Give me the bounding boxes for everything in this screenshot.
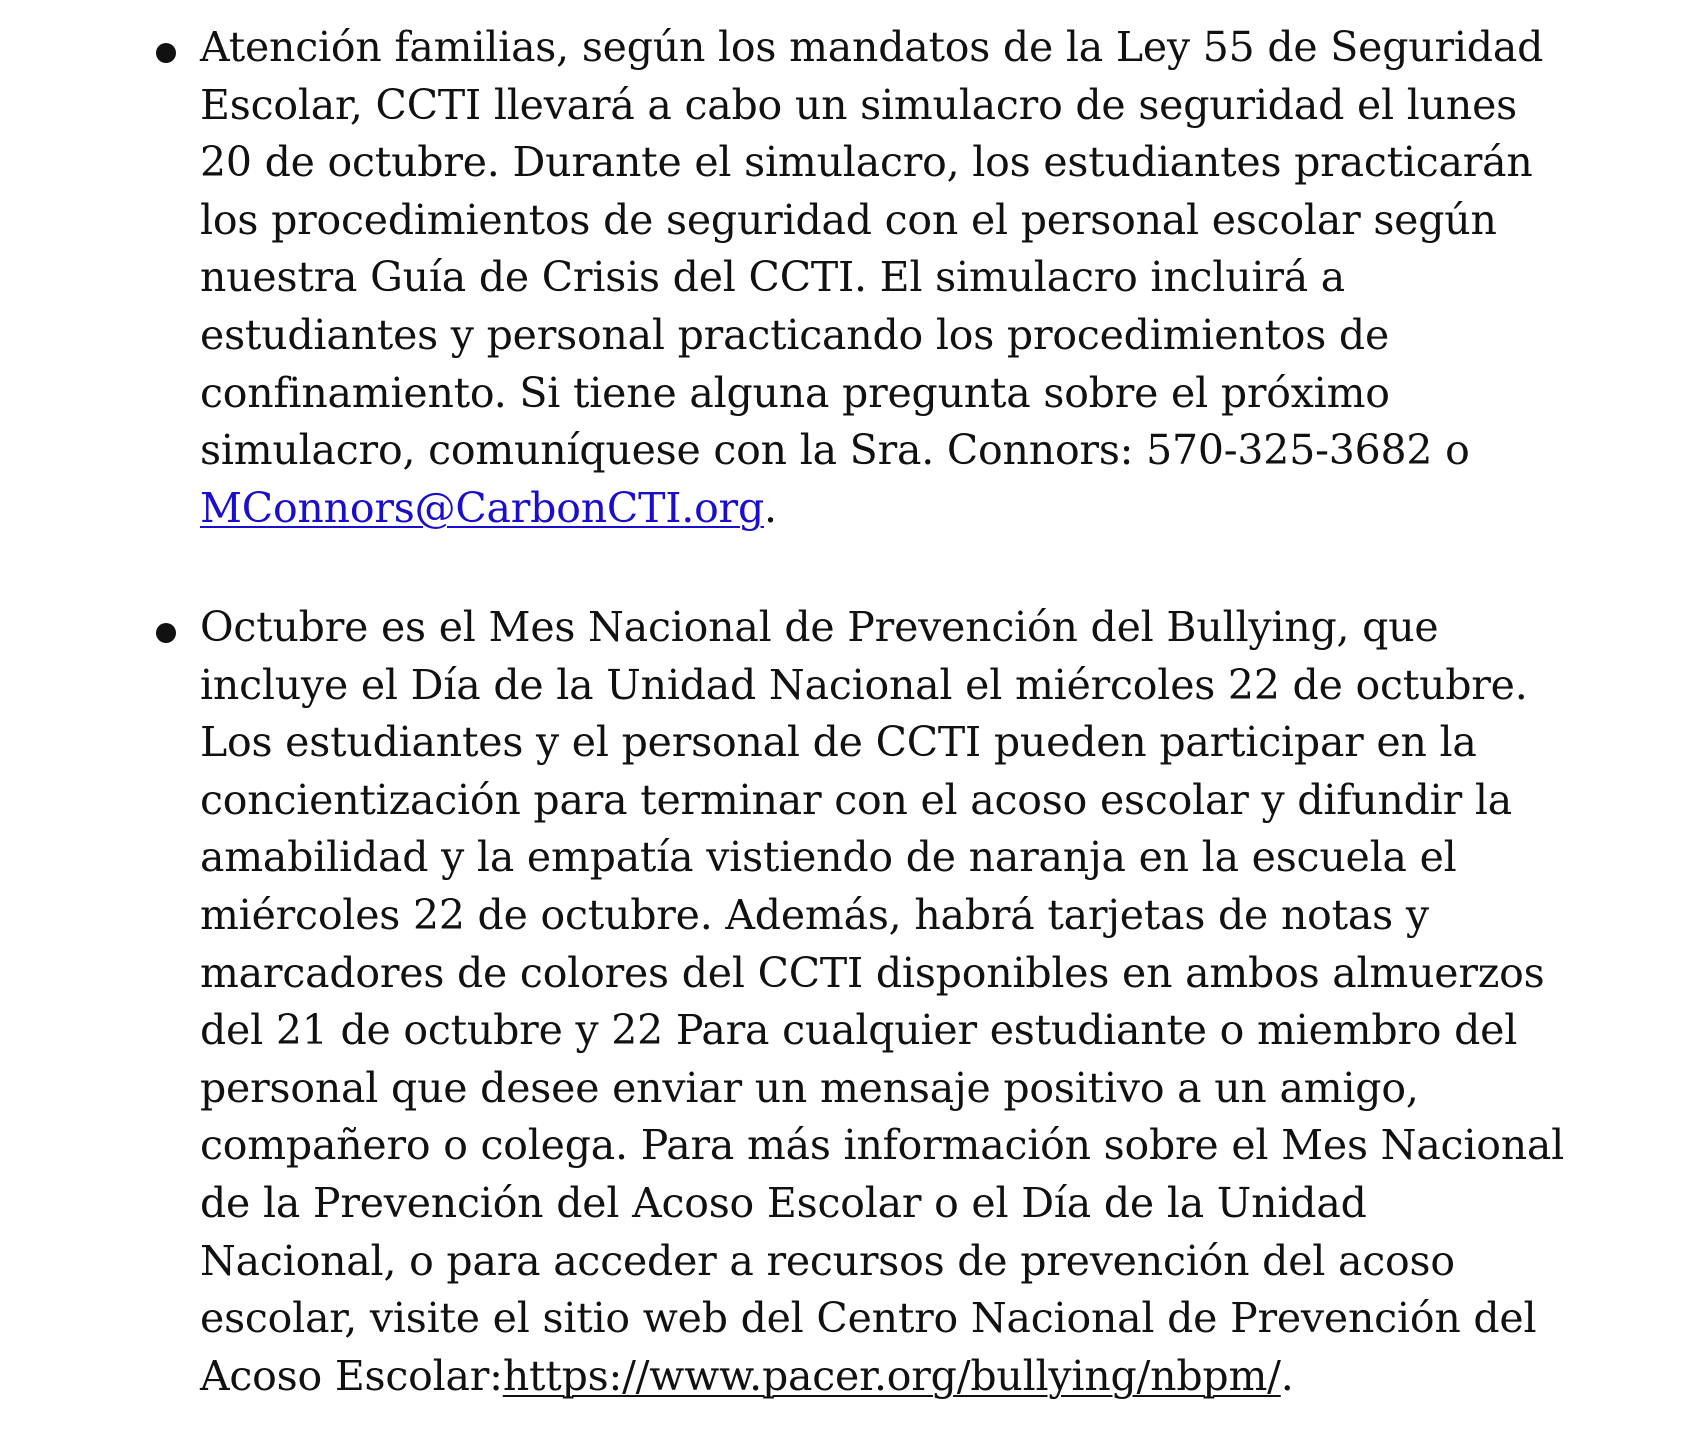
text-line: simulacro, comuníquese con la Sra. Connors: 570-325-3682 o — [200, 426, 1470, 475]
list-item-bullying-prevention — [200, 599, 1620, 1405]
email-link[interactable]: MConnors@CarbonCTI.org — [200, 483, 764, 532]
text-line: confinamiento. Si tiene alguna pregunta sobre el próximo — [200, 368, 1390, 417]
text-line: Octubre es el Mes Nacional de Prevención del Bullying, que — [200, 603, 1439, 651]
text-line: miércoles 22 de octubre. Además, habrá tarjetas de notas y — [200, 890, 1429, 939]
text-line: 20 de octubre. Durante el simulacro, los estudiantes practicarán — [200, 138, 1533, 187]
text-line: amabilidad y la empatía vistiendo de naranja en la escuela el — [200, 833, 1457, 882]
text-line: estudiantes y personal practicando los procedimientos de — [200, 310, 1390, 359]
text-line-email — [200, 480, 1620, 538]
text-line: Los estudiantes y el personal de CCTI pueden participar en la — [200, 718, 1477, 767]
text-line: del 21 de octubre y 22 Para cualquier estudiante o miembro del — [200, 1006, 1518, 1055]
text-line: incluye el Día de la Unidad Nacional el miércoles 22 de octubre. — [200, 660, 1528, 709]
text-line: compañero o colega. Para más información sobre el Mes Nacional — [200, 1121, 1565, 1170]
text-line: Escolar, CCTI llevará a cabo un simulacro de seguridad el lunes — [200, 80, 1517, 129]
text-line: Atención familias, según los mandatos de la Ley 55 de Seguridad — [200, 23, 1544, 71]
text-line: escolar, visite el sitio web del Centro Nacional de Prevención del — [200, 1294, 1537, 1343]
text-line: concientización para terminar con el acoso escolar y difundir la — [200, 775, 1512, 824]
list-item-safety-drill — [200, 19, 1620, 537]
bullet-icon — [156, 43, 176, 63]
pacer-url-link[interactable]: https://www.pacer.org/bullying/nbpm/ — [502, 1351, 1281, 1400]
text-line: marcadores de colores del CCTI disponibles en ambos almuerzos — [200, 948, 1545, 997]
bullet-icon — [156, 623, 176, 643]
end-punctuation: . — [764, 483, 777, 532]
text-line: Nacional, o para acceder a recursos de prevención del acoso — [200, 1236, 1455, 1285]
end-punctuation: . — [1280, 1351, 1294, 1400]
text-line: personal que desee enviar un mensaje positivo a un amigo, — [200, 1063, 1419, 1112]
text-line: de la Prevención del Acoso Escolar o el Día de la Unidad — [200, 1178, 1367, 1227]
text-line-url — [200, 1348, 1620, 1406]
text-line: los procedimientos de seguridad con el personal escolar según — [200, 195, 1497, 244]
url-prefix: Acoso Escolar: — [200, 1351, 503, 1400]
text-line: nuestra Guía de Crisis del CCTI. El simulacro incluirá a — [200, 253, 1346, 302]
